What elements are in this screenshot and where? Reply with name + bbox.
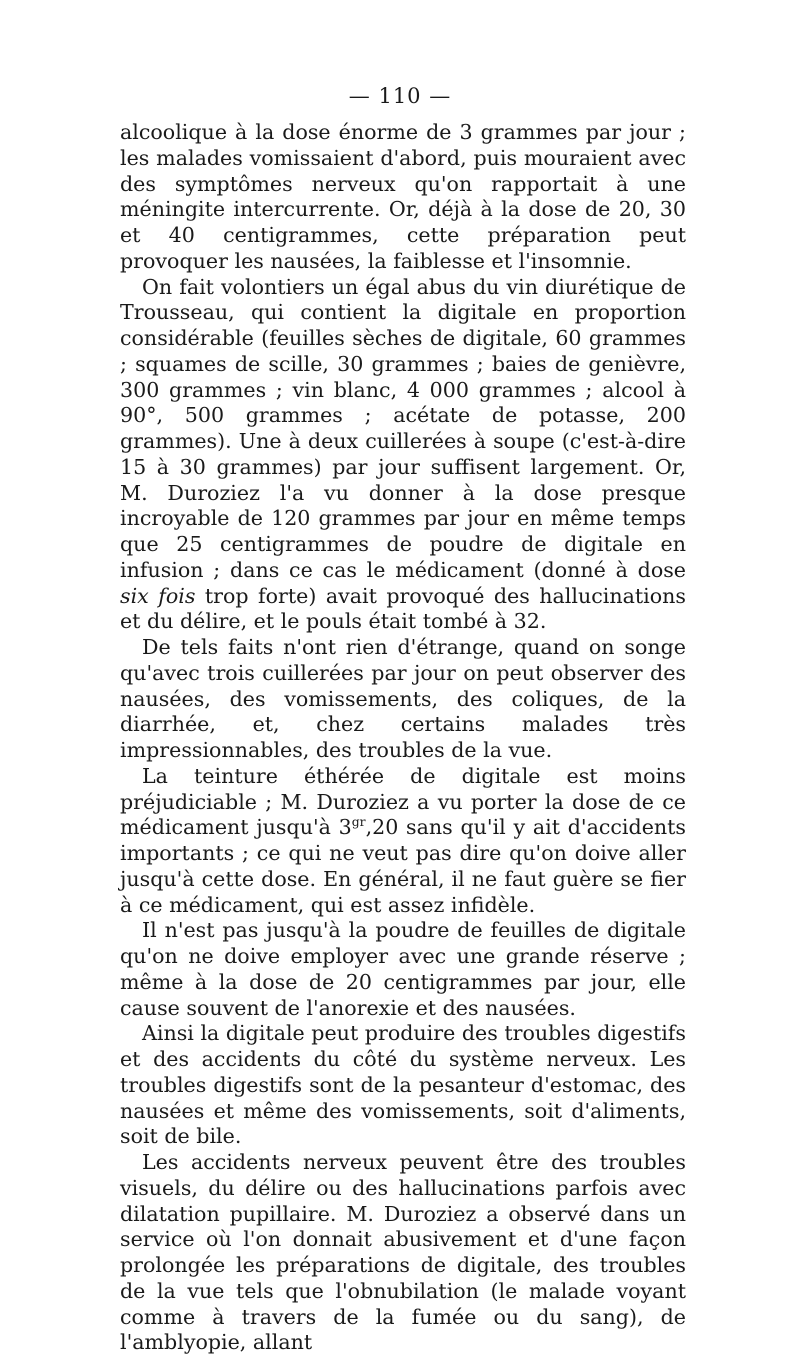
text-run: De tels faits n'ont rien d'étrange, quand on songe qu'avec trois cuillerées par jour on peut observer des nausées, des vomissements, des coliques, de la diarrhée, et, chez certains malades très impressionnables, des troubles de la vue.	[120, 635, 686, 762]
text-run: trop forte) avait provoqué des hallucinations et du délire, et le pouls était tombé à 32.	[120, 583, 686, 634]
paragraph	[120, 1021, 686, 1150]
superscript-unit: gr	[351, 815, 366, 830]
paragraph	[120, 918, 686, 1021]
text-run: ,20 sans qu'il y ait d'accidents importants ; ce qui ne veut pas dire qu'on doive aller jusqu'à cette dose. En général, il ne faut guère se fier à ce médicament, qui est assez infidèle.	[120, 815, 686, 917]
paragraph	[120, 275, 686, 636]
page-number: — 110 —	[348, 84, 452, 108]
paragraph	[120, 635, 686, 764]
text-run: Il n'est pas jusqu'à la poudre de feuilles de digitale qu'on ne doive employer avec une grande réserve ; même à la dose de 20 centigrammes par jour, elle cause souvent de l'anorexie et des nausées.	[120, 918, 686, 1020]
paragraph	[120, 764, 686, 919]
paragraph	[120, 120, 686, 275]
text-run: On fait volontiers un égal abus du vin diurétique de Trousseau, qui contient la digitale en proportion considérable (feuilles sèches de digitale, 60 grammes ; squames de scille, 30 grammes ; baies de genièvre, 300 grammes ; vin blanc, 4 000 grammes ; alcool à 90°, 500 grammes ; acétate de potasse, 200 grammes). Une à deux cuillerées à soupe (c'est-à-dire 15 à 30 grammes) par jour suffisent largement. Or, M. Duroziez l'a vu donner à la dose presque incroyable de 120 grammes par jour en même temps que 25 centigrammes de poudre de digitale en infusion ; dans ce cas le médicament (donné à dose	[120, 274, 686, 582]
text-run: alcoolique à la dose énorme de 3 grammes par jour ; les malades vomissaient d'abord, puis mouraient avec des symptômes nerveux qu'on rapportait à une méningite intercurrente. Or, déjà à la dose de 20, 30 et 40 centigrammes, cette préparation peut provoquer les nausées, la faiblesse et l'insomnie.	[120, 120, 686, 273]
italic-text: six fois	[120, 583, 196, 608]
text-run: Les accidents nerveux peuvent être des troubles visuels, du délire ou des hallucinations parfois avec dilatation pupillaire. M. Duroziez a observé dans un service où l'on donnait abusivement et d'une façon prolongée les préparations de digitale, des troubles de la vue tels que l'obnubilation (le malade voyant comme à travers de la fumée ou du sang), de l'amblyopie, allant	[120, 1150, 686, 1355]
text-run: Ainsi la digitale peut produire des troubles digestifs et des accidents du côté du système nerveux. Les troubles digestifs sont de la pesanteur d'estomac, des nausées et même des vomissements, soit d'aliments, soit de bile.	[120, 1021, 686, 1149]
text-run: La teinture éthérée de digitale est moins préjudiciable ; M. Duroziez a vu porter la dose de ce médicament jusqu'à 3	[120, 763, 686, 840]
paragraph	[120, 1150, 686, 1356]
body-text	[120, 120, 686, 1356]
